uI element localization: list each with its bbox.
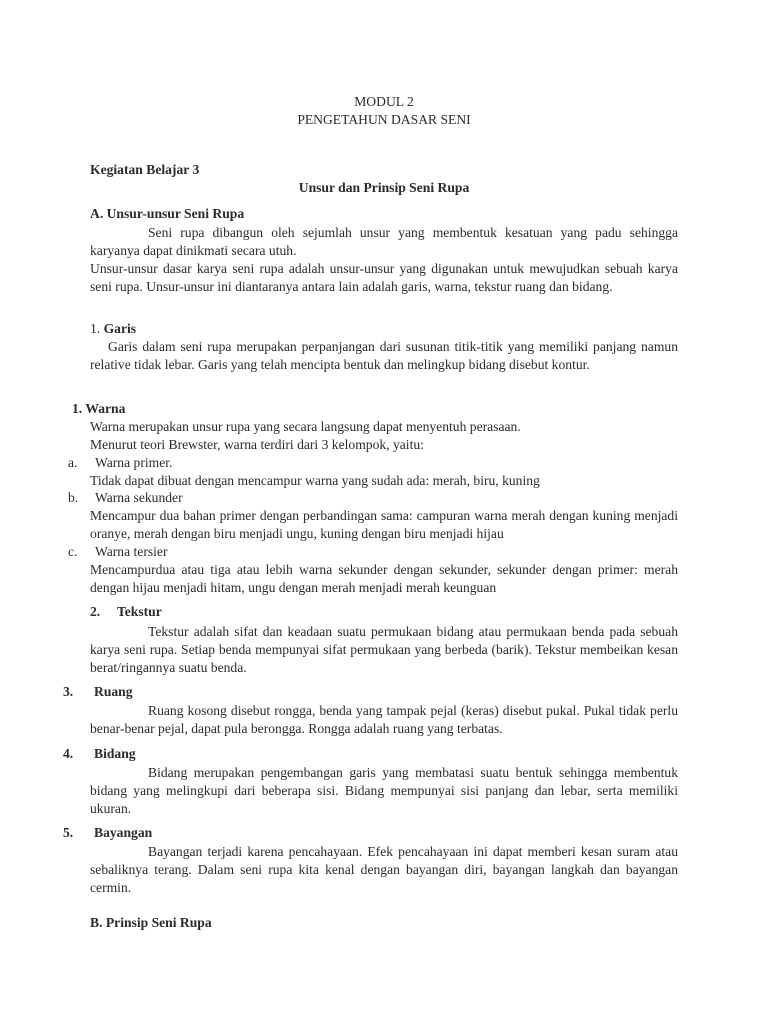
garis-number: 1. [90, 321, 101, 336]
warna-intro-2: Menurut teori Brewster, warna terdiri dari 3 kelompok, yaitu: [90, 437, 424, 452]
activity-subtitle: Unsur dan Prinsip Seni Rupa [298, 180, 470, 195]
garis-heading [90, 321, 136, 337]
bidang-number: 4. [63, 746, 74, 761]
section-b-heading: B. Prinsip Seni Rupa [90, 915, 212, 930]
module-title: PENGETAHUN DASAR SENI [297, 112, 471, 127]
warna-b-desc: Mencampur dua bahan primer dengan perbandingan sama: campuran warna merah dengan kuning menjadi oranye, merah dengan biru menjadi ungu, kuning dengan biru menjadi hijau [90, 508, 678, 541]
warna-c-label: Warna tersier [95, 544, 168, 559]
bayangan-number: 5. [63, 825, 74, 840]
warna-a-label: Warna primer. [95, 455, 173, 470]
warna-heading: 1. Warna [72, 401, 126, 416]
bidang-paragraph: Bidang merupakan pengembangan garis yang membatasi suatu bentuk sehingga membentuk bidang yang melingkupi dari beberapa sisi. Bidang mempunyai sisi panjang dan lebar, serta memiliki ukuran. [90, 765, 678, 816]
warna-b-label: Warna sekunder [95, 490, 183, 505]
ruang-paragraph: Ruang kosong disebut rongga, benda yang tampak pejal (keras) disebut pukal. Pukal tidak perlu benar-benar pejal, dapat pula berongga. Rongga adalah ruang yang terbatas. [90, 703, 678, 736]
bayangan-paragraph: Bayangan terjadi karena pencahayaan. Efek pencahayaan ini dapat memberi kesan suram atau sebaliknya terang. Dalam seni rupa kita kenal dengan bayangan diri, bayangan langkah dan bayangan cermin. [90, 844, 678, 895]
garis-paragraph: Garis dalam seni rupa merupakan perpanjangan dari susunan titik-titik yang memiliki panjang namun relative tidak lebar. Garis yang telah mencipta bentuk dan melingkup bidang disebut kontur. [90, 339, 678, 372]
tekstur-heading: 2. Tekstur [90, 604, 162, 619]
activity-label: Kegiatan Belajar 3 [90, 162, 200, 177]
ruang-number: 3. [63, 684, 74, 699]
section-a-paragraph-2: Unsur-unsur dasar karya seni rupa adalah unsur-unsur yang digunakan untuk mewujudkan sebuah karya seni rupa. Unsur-unsur ini diantaranya antara lain adalah garis, warna, tekstur ruang dan bidang. [90, 261, 678, 294]
bidang-heading: Bidang [94, 746, 136, 761]
warna-intro-1: Warna merupakan unsur rupa yang secara langsung dapat menyentuh perasaan. [90, 419, 521, 434]
warna-a-desc: Tidak dapat dibuat dengan mencampur warna yang sudah ada: merah, biru, kuning [90, 473, 540, 488]
section-a-paragraph-1: Seni rupa dibangun oleh sejumlah unsur yang membentuk kesatuan yang padu sehingga karyanya dapat dinikmati secara utuh. [90, 225, 678, 258]
ruang-heading: Ruang [94, 684, 133, 699]
warna-b-marker: b. [68, 490, 79, 505]
section-a-heading: A. Unsur-unsur Seni Rupa [90, 206, 245, 221]
module-number: MODUL 2 [354, 94, 414, 109]
warna-c-desc: Mencampurdua atau tiga atau lebih warna sekunder dengan sekunder, sekunder dengan primer: merah dengan hijau menjadi hitam, ungu dengan merah menjadi merah keunguan [90, 562, 678, 595]
garis-title: Garis [103, 321, 137, 336]
warna-a-marker: a. [68, 455, 78, 470]
warna-c-marker: c. [68, 544, 78, 559]
bayangan-heading: Bayangan [94, 825, 153, 840]
tekstur-paragraph: Tekstur adalah sifat dan keadaan suatu permukaan bidang atau permukaan benda pada sebuah karya seni rupa. Setiap benda mempunyai sifat permukaan yang berbeda (barik). Tekstur membeikan kesan berat/ringannya suatu benda. [90, 624, 678, 675]
